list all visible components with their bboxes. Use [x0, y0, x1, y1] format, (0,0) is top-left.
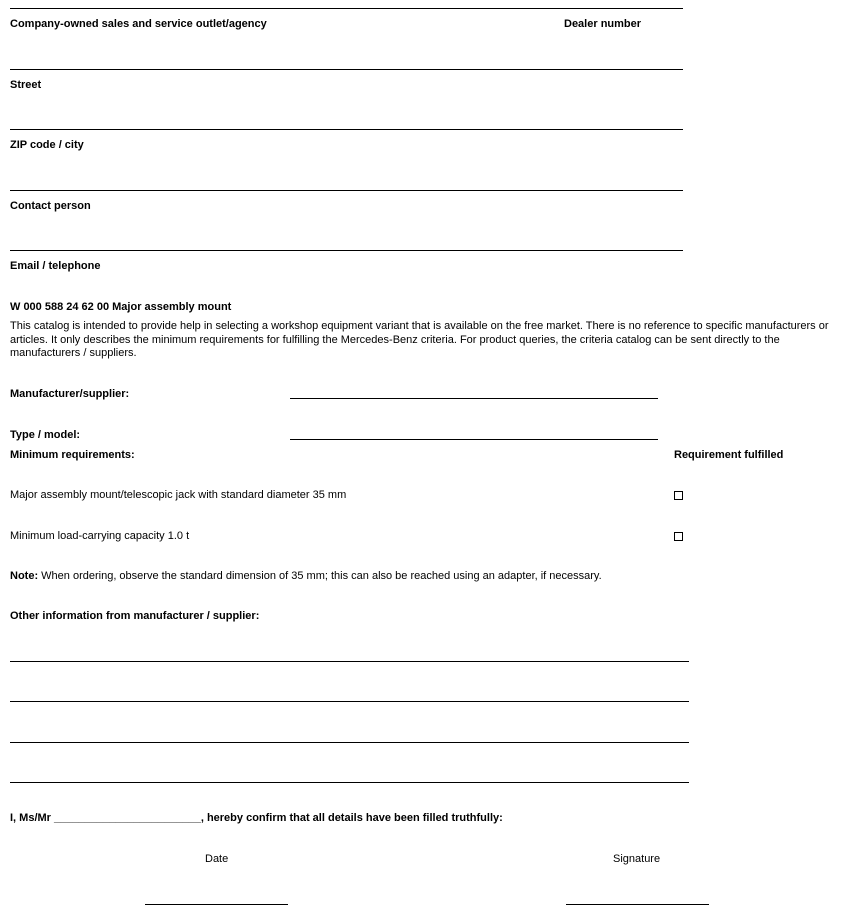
zip-city-label: ZIP code / city — [10, 139, 84, 151]
requirement-item: Major assembly mount/telescopic jack with standard diameter 35 mm — [10, 489, 347, 501]
zip-city-line[interactable] — [10, 129, 683, 130]
product-description: This catalog is intended to provide help in selecting a workshop equipment variant that is available on the free market. There is no reference to specific manufacturers or articles. It only describes the minimum requirements for fulfilling the Mercedes-Benz criteria. For product queries, the criteria catalog can be sent directly to the manufacturers / suppliers. — [10, 320, 829, 359]
date-line[interactable] — [145, 904, 288, 905]
date-label: Date — [205, 853, 229, 865]
manufacturer-label: Manufacturer/supplier: — [10, 388, 130, 400]
note-prefix: Note: — [10, 570, 39, 582]
product-title: W 000 588 24 62 00 Major assembly mount — [10, 301, 232, 313]
contact-label: Contact person — [10, 200, 91, 212]
manufacturer-field[interactable] — [290, 398, 658, 399]
signature-label: Signature — [613, 853, 661, 865]
street-line[interactable] — [10, 69, 683, 70]
type-model-label: Type / model: — [10, 429, 81, 441]
outlet-label: Company-owned sales and service outlet/agency — [10, 18, 267, 30]
requirements-header: Minimum requirements: — [10, 449, 135, 461]
requirement-checkbox[interactable] — [674, 491, 683, 500]
contact-line[interactable] — [10, 190, 683, 191]
signature-line[interactable] — [566, 904, 709, 905]
email-phone-line[interactable] — [10, 250, 683, 251]
requirement-item: Minimum load-carrying capacity 1.0 t — [10, 530, 190, 542]
outlet-line[interactable] — [10, 8, 683, 9]
other-info-line[interactable] — [10, 661, 689, 662]
dealer-number-label: Dealer number — [564, 18, 642, 30]
requirement-checkbox[interactable] — [674, 532, 683, 541]
requirement-fulfilled-header: Requirement fulfilled — [674, 449, 784, 461]
confirmation-text: I, Ms/Mr ________________________, hereby confirm that all details have been filled truthfully: — [10, 812, 503, 824]
other-info-label: Other information from manufacturer / supplier: — [10, 610, 260, 622]
other-info-line[interactable] — [10, 782, 689, 783]
type-model-field[interactable] — [290, 439, 658, 440]
note-text: When ordering, observe the standard dimension of 35 mm; this can also be reached using an adapter, if necessary. — [38, 570, 602, 582]
other-info-line[interactable] — [10, 742, 689, 743]
other-info-line[interactable] — [10, 701, 689, 702]
note — [10, 570, 602, 582]
street-label: Street — [10, 79, 42, 91]
email-phone-label: Email / telephone — [10, 260, 101, 272]
